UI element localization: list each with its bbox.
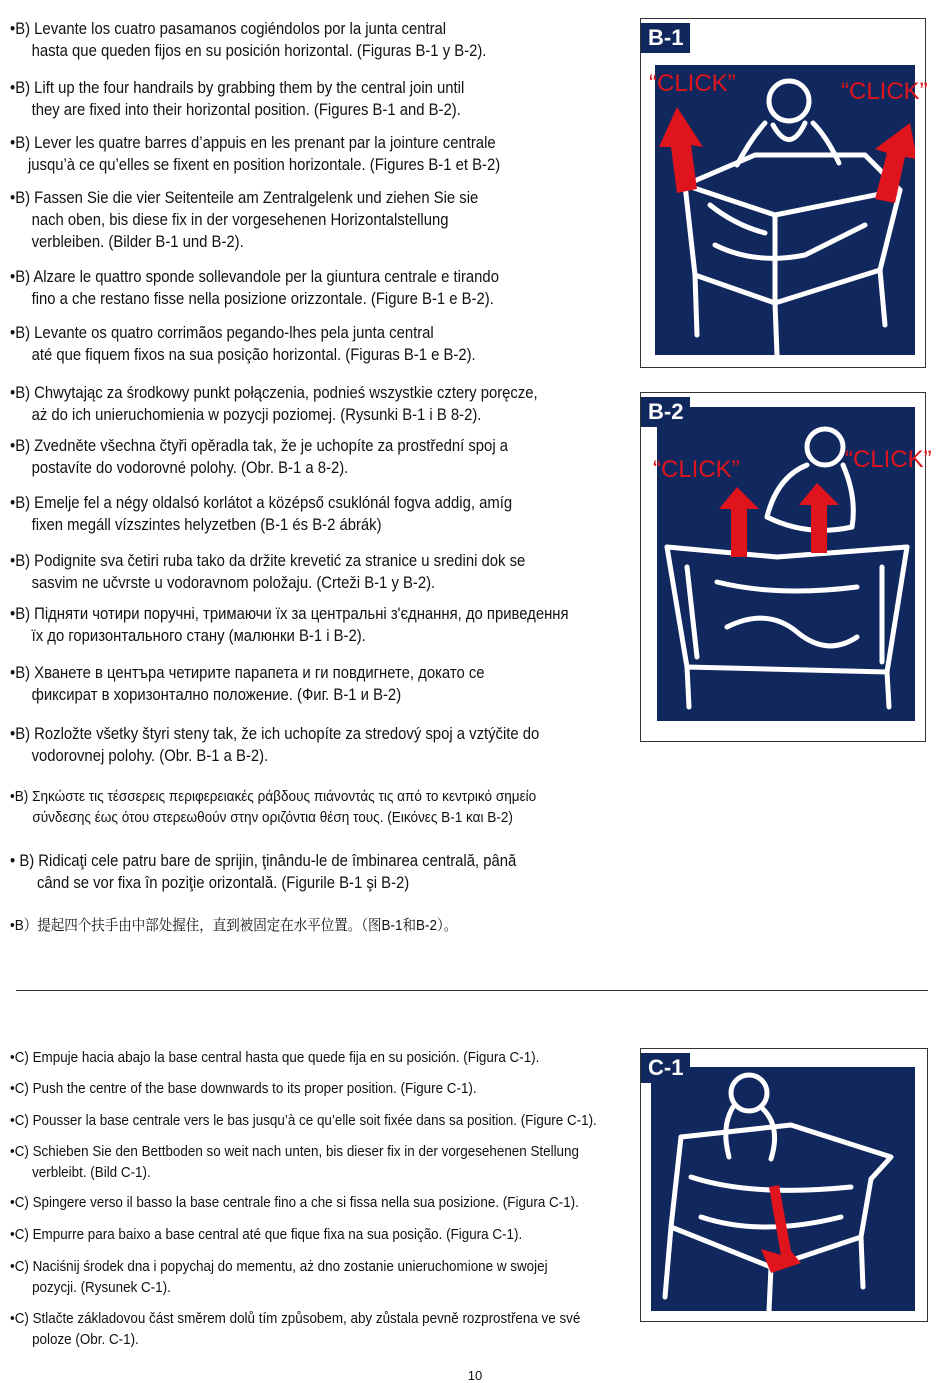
paragraph-b-ro: • B) Ridicaţi cele patru bare de sprijin, ţinându-le de îmbinarea centrală, până când se vor fixa în poziţie orizontală. (Figurile B-1 şi B-2) xyxy=(10,852,517,892)
paragraph-b-zh: •B）提起四个扶手由中部处握住，直到被固定在水平位置。（图B-1和B-2）。 xyxy=(10,917,458,934)
figure-b2 xyxy=(640,392,932,742)
paragraph-c-cs: •C) Stlačte základovou část směrem dolů tím způsobem, aby zůstala pevně rozprostřena ve své poloze (Obr. C-1). xyxy=(10,1311,581,1348)
paragraph-c-es: •C) Empuje hacia abajo la base central hasta que quede fija en su posición. (Figura C-1). xyxy=(10,1050,540,1066)
figure-c1-illustration xyxy=(651,1067,915,1311)
paragraph-b-cs: •B) Zvedněte všechna čtyři opěradla tak, že je uchopíte za prostřední spoj a postavíte do vodorovné polohy. (Obr. B-1 a 8-2). xyxy=(10,437,509,477)
figure-b2-click-left: “CLICK” xyxy=(653,456,740,483)
figure-c1-label: C-1 xyxy=(641,1053,690,1083)
paragraph-b-sk: •B) Rozložte všetky štyri steny tak, že ich uchopíte za stredový spoj a vztýčite do vodorovnej polohy. (Obr. B-1 a B-2). xyxy=(10,725,540,765)
paragraph-b-es: •B) Levante los cuatro pasamanos cogiéndolos por la junta central hasta que queden fijos en su posición horizontal. (Figuras B-1 y B-2). xyxy=(10,20,487,60)
paragraph-b-hu: •B) Emelje fel a négy oldalsó korlátot a középső csuklónál fogva addig, amíg fixen megáll vízszintes helyzetben (B-1 és B-2 ábrák) xyxy=(10,494,513,534)
figure-b1-illustration xyxy=(655,65,915,355)
figure-b2-label: B-2 xyxy=(641,397,690,427)
paragraph-c-de: •C) Schieben Sie den Bettboden so weit nach unten, bis dieser fix in der vorgesehenen Stellung verbleibt. (Bild C-1). xyxy=(10,1144,579,1181)
paragraph-c-pl: •C) Naciśnij środek dna i popychaj do mementu, aż dno zostanie unieruchomione w swojej pozycji. (Rysunek C-1). xyxy=(10,1259,548,1296)
figure-b1-click-right: “CLICK” xyxy=(841,78,928,105)
paragraph-b-it: •B) Alzare le quattro sponde sollevandole per la giuntura centrale e tirando fino a che restano fisse nella posizione orizzontale. (Figure B-1 e B-2). xyxy=(10,268,499,308)
figure-c1 xyxy=(640,1048,928,1322)
figure-b1-click-left: “CLICK” xyxy=(649,70,736,97)
paragraph-b-de: •B) Fassen Sie die vier Seitenteile am Zentralgelenk und ziehen Sie sie nach oben, bis diese fix in der vorgesehenen Horizontalstellung verbleiben. (Bilder B-1 und B-2). xyxy=(10,189,479,251)
paragraph-b-pl: •B) Chwytając za środkowy punkt połączenia, podnieś wszystkie cztery poręcze, aż do ich unieruchomienia w pozycji poziomej. (Rysunki B-1 i B 8-2). xyxy=(10,384,538,424)
crib-illustration-b1 xyxy=(655,65,915,355)
crib-illustration-c1 xyxy=(651,1067,915,1311)
paragraph-c-en: •C) Push the centre of the base downwards to its proper position. (Figure C-1). xyxy=(10,1081,477,1097)
paragraph-c-fr: •C) Pousser la base centrale vers le bas jusqu’à ce qu’elle soit fixée dans sa position. (Figure C-1). xyxy=(10,1113,597,1129)
paragraph-b-en: •B) Lift up the four handrails by grabbing them by the central join until they are fixed into their horizontal position. (Figures B-1 and B-2). xyxy=(10,79,465,119)
paragraph-b-uk: •B) Підняти чотири поручні, тримаючи їх за центральні з'єднання, до приведення їх до горизонтального стану (малюнки B-1 і B-2). xyxy=(10,605,569,645)
paragraph-c-it: •C) Spingere verso il basso la base centrale fino a che si fissa nella sua posizione. (Figura C-1). xyxy=(10,1195,579,1211)
paragraph-b-fr: •B) Lever les quatre barres d’appuis en les prenant par la jointure centrale jusqu’à ce qu’elles se fixent en position horizontale. (Figures B-1 et B-2) xyxy=(10,134,501,174)
page-number: 10 xyxy=(467,1368,483,1383)
paragraph-b-el: •B) Σηκώστε τις τέσσερεις περιφερειακές ράβδους πιάνοντάς τις από το κεντρικό σημείο σύνδεσης έως ότου στερεωθούν στην οριζόντια θέση τους. (Εικόνες B-1 και B-2) xyxy=(10,789,537,826)
figure-b1 xyxy=(640,18,926,368)
figure-b2-click-right: “CLICK” xyxy=(845,446,932,473)
paragraph-b-bg: •B) Хванете в центъра четирите парапета и ги повдигнете, докато се фиксират в хоризонтално положение. (Фиг. B-1 и B-2) xyxy=(10,664,485,704)
paragraph-b-hr: •B) Podignite sva četiri ruba tako da držite krevetić za stranice u sredini dok se sasvim ne učvrste u vodoravnom položaju. (Crteži B-1 y B-2). xyxy=(10,552,526,592)
paragraph-c-pt: •C) Empurre para baixo a base central até que fique fixa na sua posição. (Figura C-1). xyxy=(10,1227,523,1243)
section-divider xyxy=(16,990,928,991)
figure-b1-label: B-1 xyxy=(641,23,690,53)
paragraph-b-pt: •B) Levante os quatro corrimãos pegando-lhes pela junta central até que fiquem fixos na sua posição horizontal. (Figuras B-1 e B-2). xyxy=(10,324,476,364)
